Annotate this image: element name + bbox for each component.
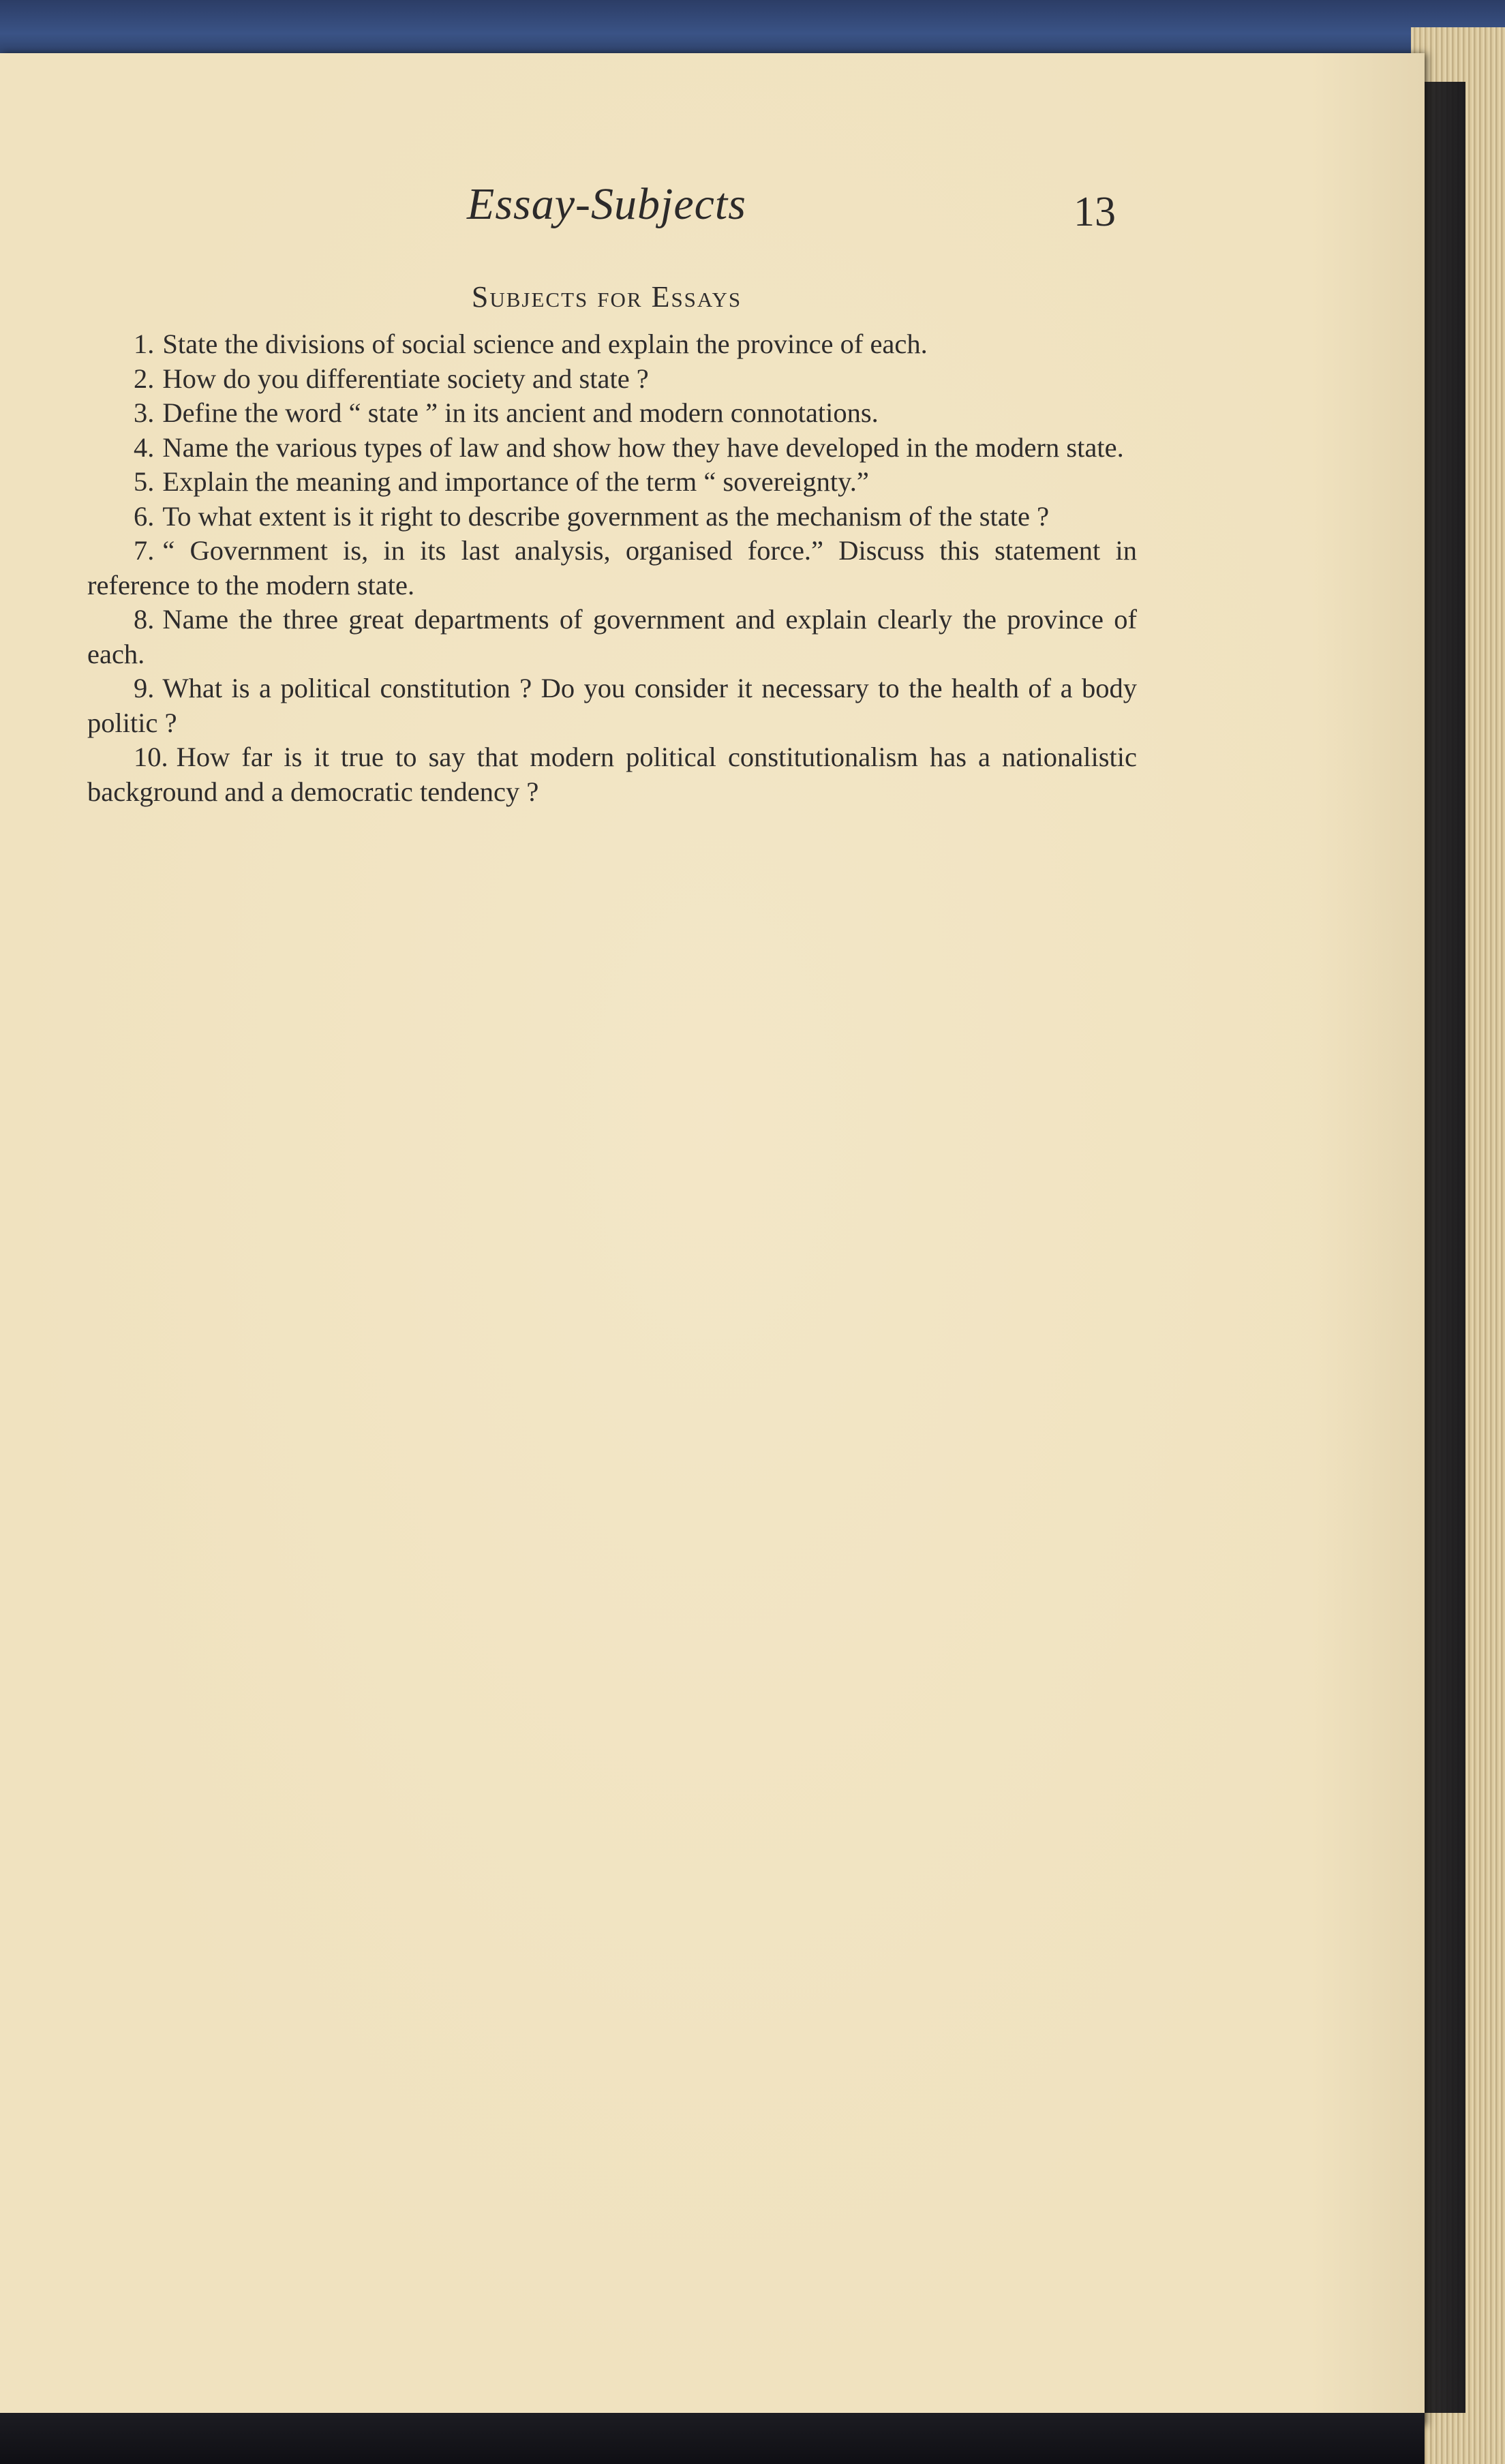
question-number: 6. bbox=[134, 500, 155, 532]
question-text: Name the three great departments of government and explain clearly the province of each. bbox=[87, 604, 1137, 669]
question-text: How far is it true to say that modern political constitutionalism has a nationalistic background and a democratic tendency ? bbox=[87, 742, 1137, 807]
page-edge-shadow bbox=[1418, 82, 1465, 2413]
question-number: 7. bbox=[134, 535, 155, 566]
question-number: 10. bbox=[134, 742, 168, 772]
essay-question bbox=[87, 500, 1137, 534]
essay-question bbox=[87, 740, 1137, 809]
essay-question bbox=[87, 396, 1137, 431]
essay-question bbox=[87, 327, 1137, 362]
essay-question bbox=[87, 465, 1137, 500]
question-text: What is a political constitution ? Do you consider it necessary to the health of a body politic ? bbox=[87, 673, 1137, 738]
question-number: 3. bbox=[134, 397, 155, 428]
essay-question bbox=[87, 362, 1137, 397]
essay-question bbox=[87, 534, 1137, 603]
page-number: 13 bbox=[1074, 189, 1116, 235]
question-text: Explain the meaning and importance of the term “ sovereignty.” bbox=[162, 466, 869, 497]
essay-question bbox=[87, 671, 1137, 740]
question-text: How do you differentiate society and state ? bbox=[162, 363, 649, 394]
section-heading: Subjects for Essays bbox=[471, 280, 742, 314]
question-text: To what extent is it right to describe government as the mechanism of the state ? bbox=[162, 500, 1050, 532]
running-head: Essay-Subjects bbox=[467, 179, 746, 229]
question-text: Define the word “ state ” in its ancient and modern connotations. bbox=[162, 397, 879, 428]
question-text: “ Government is, in its last analysis, organised force.” Discuss this statement in reference to the modern state. bbox=[87, 535, 1137, 600]
question-number: 8. bbox=[134, 604, 155, 635]
book-bottom-edge bbox=[0, 2413, 1425, 2464]
essay-question bbox=[87, 603, 1137, 671]
question-number: 2. bbox=[134, 363, 155, 394]
essay-question bbox=[87, 431, 1137, 466]
question-number: 1. bbox=[134, 329, 155, 359]
question-number: 9. bbox=[134, 673, 155, 703]
essay-question-list bbox=[87, 327, 1137, 809]
question-number: 5. bbox=[134, 466, 155, 497]
question-number: 4. bbox=[134, 431, 155, 463]
question-text: Name the various types of law and show how they have developed in the modern state. bbox=[162, 431, 1124, 463]
question-text: State the divisions of social science and explain the province of each. bbox=[162, 329, 928, 359]
